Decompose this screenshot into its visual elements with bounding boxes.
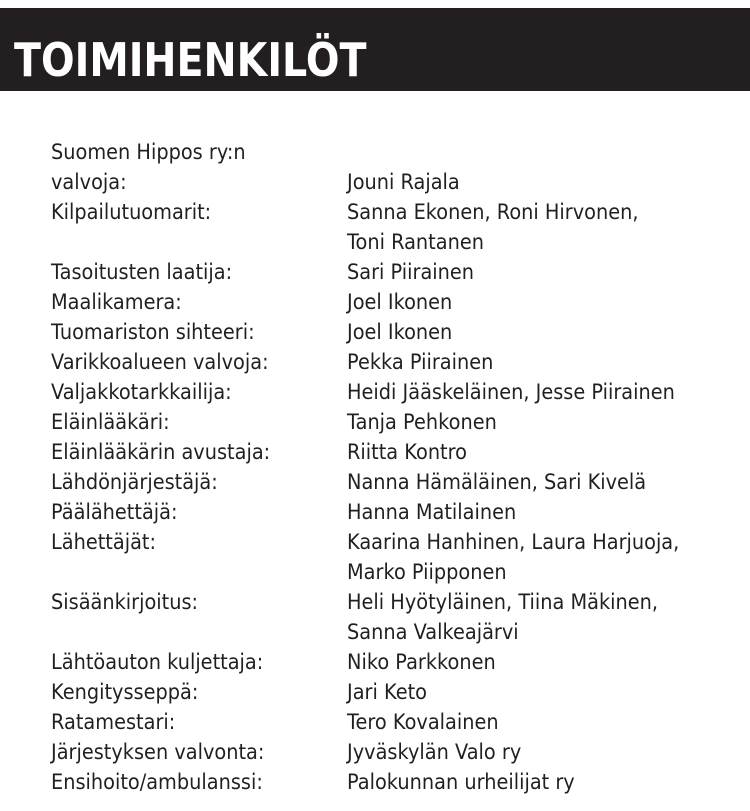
role-label: Sisäänkirjoitus: bbox=[51, 590, 199, 614]
official-names bbox=[347, 377, 715, 407]
official-name-line: Hanna Matilainen bbox=[347, 500, 517, 524]
role-label: Suomen Hippos ry:n bbox=[51, 140, 246, 164]
official-names bbox=[347, 767, 715, 797]
official-name-line: Sari Piirainen bbox=[347, 260, 475, 284]
official-row bbox=[0, 407, 750, 437]
official-row bbox=[0, 197, 750, 257]
role-label: Ratamestari: bbox=[51, 710, 176, 734]
official-row bbox=[0, 587, 750, 647]
role-label: Järjestyksen valvonta: bbox=[51, 740, 265, 764]
official-names bbox=[347, 407, 715, 437]
official-row bbox=[0, 467, 750, 497]
official-names bbox=[347, 737, 715, 767]
official-names bbox=[347, 467, 715, 497]
role-label: Varikkoalueen valvoja: bbox=[51, 350, 269, 374]
official-names bbox=[347, 137, 715, 167]
role-label: Lähettäjät: bbox=[51, 530, 157, 554]
official-row bbox=[0, 317, 750, 347]
official-names bbox=[347, 587, 715, 647]
official-names bbox=[347, 287, 715, 317]
official-name-line: Riitta Kontro bbox=[347, 440, 467, 464]
official-row bbox=[0, 437, 750, 467]
official-name-line: Jouni Rajala bbox=[347, 170, 460, 194]
official-name-line: Kaarina Hanhinen, Laura Harjuoja, bbox=[347, 530, 680, 554]
official-row bbox=[0, 137, 750, 167]
role-label: Valjakkotarkkailija: bbox=[51, 380, 232, 404]
official-row bbox=[0, 647, 750, 677]
official-names bbox=[347, 707, 715, 737]
role-label: Eläinlääkärin avustaja: bbox=[51, 440, 271, 464]
role-label: Maalikamera: bbox=[51, 290, 182, 314]
page-title: TOIMIHENKILÖT bbox=[14, 33, 367, 87]
official-row bbox=[0, 287, 750, 317]
official-name-line: Jyväskylän Valo ry bbox=[347, 740, 522, 764]
role-label: Lähtöauton kuljettaja: bbox=[51, 650, 264, 674]
role-label: valvoja: bbox=[51, 170, 127, 194]
official-names bbox=[347, 197, 715, 257]
official-names bbox=[347, 317, 715, 347]
official-name-line: Joel Ikonen bbox=[347, 290, 453, 314]
official-name-line: Nanna Hämäläinen, Sari Kivelä bbox=[347, 470, 647, 494]
official-row bbox=[0, 257, 750, 287]
official-name-line: Jari Keto bbox=[347, 680, 427, 704]
officials-list bbox=[0, 137, 750, 797]
official-names bbox=[347, 437, 715, 467]
official-names bbox=[347, 677, 715, 707]
official-names bbox=[347, 257, 715, 287]
official-names bbox=[347, 497, 715, 527]
official-name-line: Tero Kovalainen bbox=[347, 710, 499, 734]
official-names bbox=[347, 527, 715, 587]
official-name-line: Tanja Pehkonen bbox=[347, 410, 497, 434]
role-label: Ensihoito/ambulanssi: bbox=[51, 770, 263, 794]
official-name-line: Marko Piipponen bbox=[347, 560, 507, 584]
role-label: Päälähettäjä: bbox=[51, 500, 178, 524]
official-row bbox=[0, 377, 750, 407]
role-label: Kengitysseppä: bbox=[51, 680, 199, 704]
official-row bbox=[0, 677, 750, 707]
official-name-line: Heli Hyötyläinen, Tiina Mäkinen, bbox=[347, 590, 659, 614]
role-label: Eläinlääkäri: bbox=[51, 410, 170, 434]
official-row bbox=[0, 707, 750, 737]
official-row bbox=[0, 527, 750, 587]
official-row bbox=[0, 767, 750, 797]
header-bar bbox=[0, 8, 750, 91]
official-row bbox=[0, 737, 750, 767]
role-label: Kilpailutuomarit: bbox=[51, 200, 212, 224]
official-name-line bbox=[347, 137, 715, 167]
official-name-line: Niko Parkkonen bbox=[347, 650, 496, 674]
official-name-line: Pekka Piirainen bbox=[347, 350, 494, 374]
official-row bbox=[0, 497, 750, 527]
official-names bbox=[347, 167, 715, 197]
official-name-line: Sanna Valkeajärvi bbox=[347, 620, 519, 644]
official-row bbox=[0, 347, 750, 377]
official-names bbox=[347, 347, 715, 377]
official-name-line: Toni Rantanen bbox=[347, 230, 484, 254]
official-name-line: Sanna Ekonen, Roni Hirvonen, bbox=[347, 200, 639, 224]
official-row bbox=[0, 167, 750, 197]
role-label: Lähdönjärjestäjä: bbox=[51, 470, 218, 494]
official-names bbox=[347, 647, 715, 677]
role-label: Tuomariston sihteeri: bbox=[51, 320, 255, 344]
role-label: Tasoitusten laatija: bbox=[51, 260, 233, 284]
official-name-line: Joel Ikonen bbox=[347, 320, 453, 344]
official-name-line: Palokunnan urheilijat ry bbox=[347, 770, 575, 794]
official-name-line: Heidi Jääskeläinen, Jesse Piirainen bbox=[347, 380, 675, 404]
